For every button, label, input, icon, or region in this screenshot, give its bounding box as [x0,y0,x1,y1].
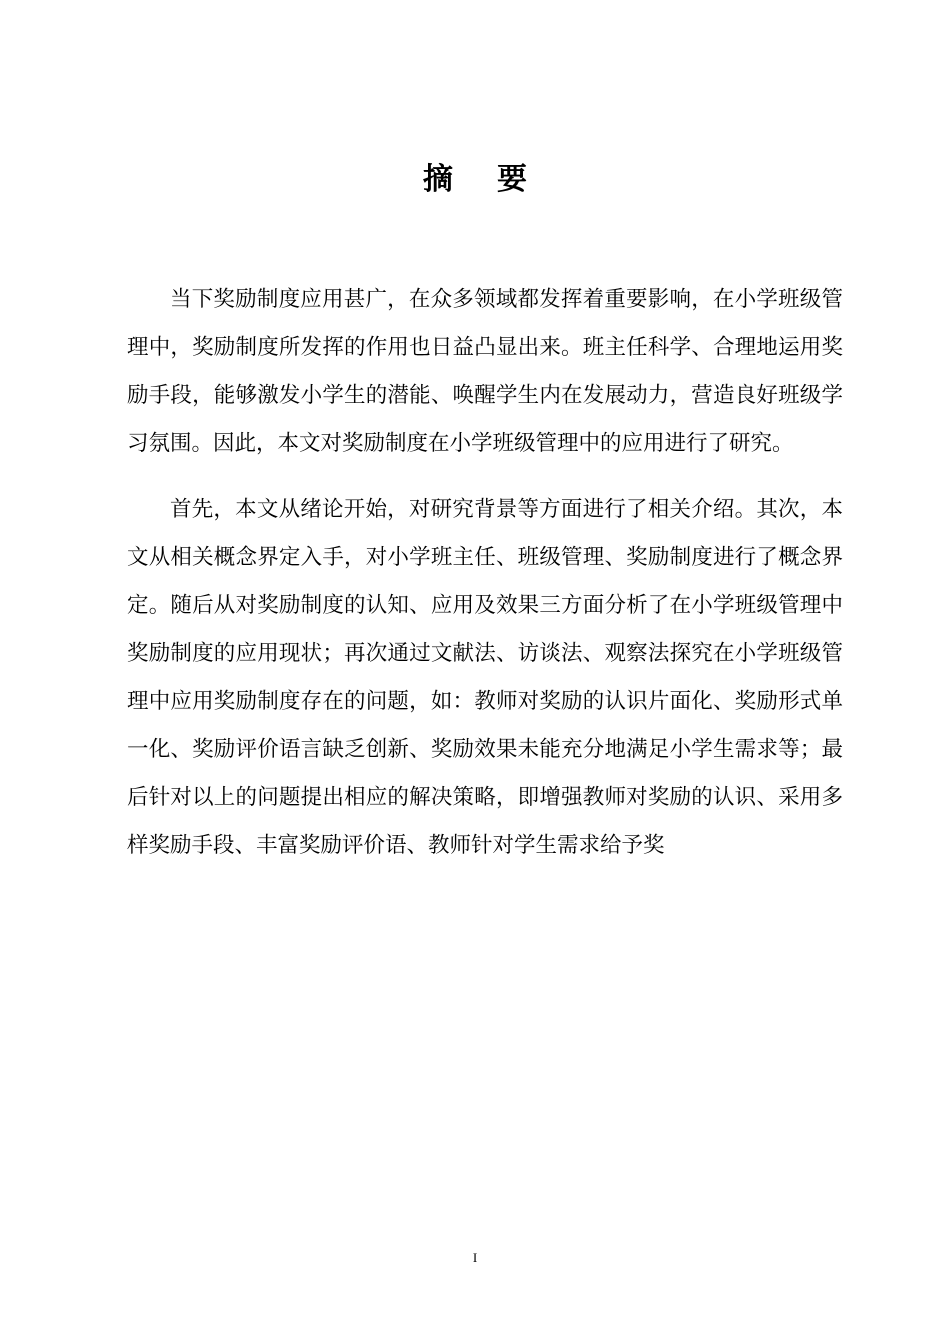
abstract-paragraph-2: 首先，本文从绪论开始，对研究背景等方面进行了相关介绍。其次，本文从相关概念界定入手，对小学班主任、班级管理、奖励制度进行了概念界定。随后从对奖励制度的认知、应用及效果三方面分析了在小学班级管理中奖励制度的应用现状；再次通过文献法、访谈法、观察法探究在小学班级管理中应用奖励制度存在的问题，如：教师对奖励的认识片面化、奖励形式单一化、奖励评价语言缺乏创新、奖励效果未能充分地满足小学生需求等；最后针对以上的问题提出相应的解决策略，即增强教师对奖励的认识、采用多样奖励手段、丰富奖励评价语、教师针对学生需求给予奖 [127,497,843,858]
abstract-title-char-1: 摘 [423,162,453,197]
abstract-title [0,160,950,200]
abstract-paragraph-1: 当下奖励制度应用甚广，在众多领域都发挥着重要影响，在小学班级管理中，奖励制度所发挥的作用也日益凸显出来。班主任科学、合理地运用奖励手段，能够激发小学生的潜能、唤醒学生内在发展动力，营造良好班级学习氛围。因此，本文对奖励制度在小学班级管理中的应用进行了研究。 [127,287,843,456]
page-number: I [472,1250,478,1265]
abstract-title-char-2: 要 [497,162,527,197]
abstract-body [127,276,843,870]
